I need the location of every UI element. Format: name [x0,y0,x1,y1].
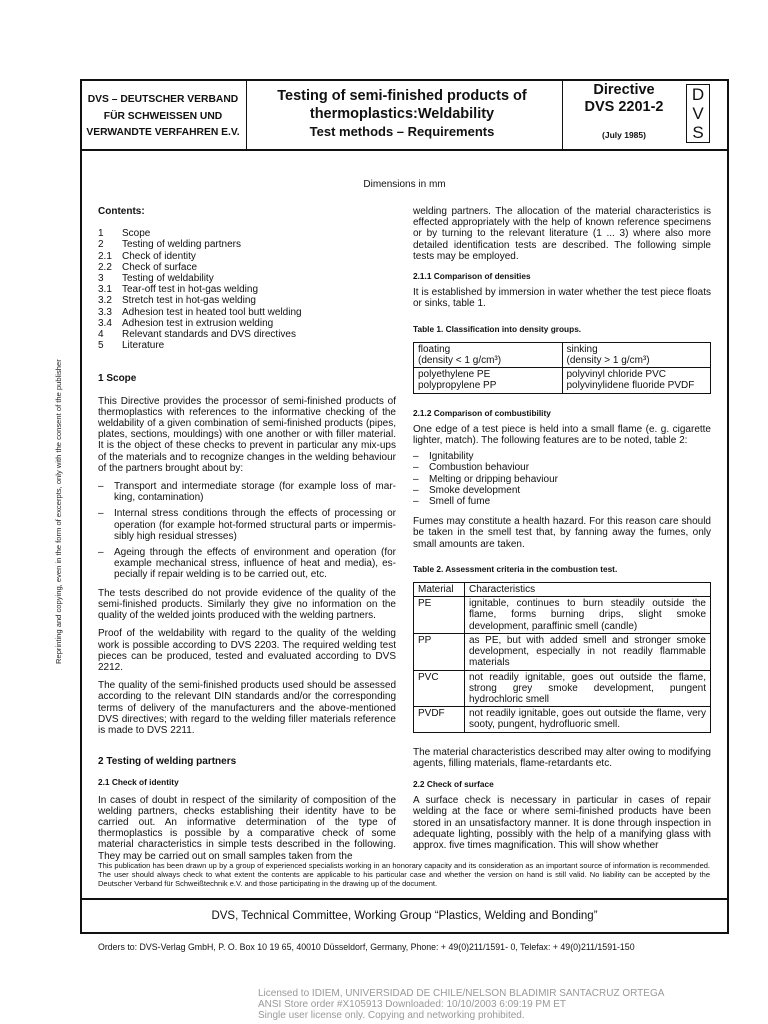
table-cell: floating (density < 1 g/cm³) [414,342,563,367]
directive-block [570,82,678,144]
table-cell: sinking (density > 1 g/cm³) [562,342,711,367]
header-separator-right [562,80,563,150]
toc-item: 3.2 Stretch test in hot-gas welding [98,295,256,307]
toc-item: 3.1 Tear-off test in hot-gas welding [98,284,259,296]
fumes-paragraph: Fumes may constitute a health hazard. For this reason care should be taken in the smell test that, by fanning away the fumes, only small amounts are taken. [413,516,711,550]
scope-paragraph: This Directive provides the processor of semi-finished products of thermoplastics with references to the informative checking of the weldability of a given combination of semi-finished products (pipes, plates, sections, mouldings) with one another or with filler material. It is the object of these checks to prevent in particular any mix-ups of the materials and to recognize changes in the welding behaviour of the partners brought about by: [98,395,396,474]
list-item: – Smell of fume [413,496,711,507]
section22-heading: 2.2 Check of surface [413,778,494,789]
identity-paragraph-continued: welding partners. The allocation of the material characteristics is effected appropriately with the help of known reference specimens or by turning to the relevant literature (1 ... 3) where also more detailed identification tests are described. The following simple tests may be employed. [413,206,711,262]
toc-item: 5 Literature [98,340,165,352]
surface-paragraph: A surface check is necessary in particular in cases of repair welding at the face or where semi-finished products have been stored in an unsatisfactory manner. It is done through inspection in adequate lighting, possibly with the help of a manifying glass with approx. five times magnification. This will show whether [413,795,711,851]
toc-item: 2.2 Check of surface [98,261,198,273]
directive-date: (July 1985) [602,130,646,140]
table-cell: polyvinyl chloride PVC polyvinylidene fluoride PVDF [562,368,711,393]
list-item: – Melting or dripping behaviour [413,474,711,485]
list-item: – Combustion behaviour [413,462,711,473]
toc-item: 3.4 Adhesion test in extrusion welding [98,317,274,329]
contents-heading: Contents: [98,206,145,217]
license-watermark: Licensed to IDIEM, UNIVERSIDAD DE CHILE/NELSON BLADIMIR SANTACRUZ ORTEGA ANSI Store order #X105913 Downloaded: 10/10/2003 6:09:19 PM ET Single user license only. Copying and networking prohibited. [258,988,665,1022]
dvs-logo: D V S [686,84,710,143]
scope-paragraph: The quality of the semi-finished products used should be assessed according to the relevant DIN standards and/or the corresponding terms of delivery of the manufacturers and the above-mentioned DVS directives; with regard to the welding filler materials reference is made to DVS 2211. [98,680,396,736]
directive-label: Directive [593,82,655,98]
toc-item: 2 Testing of welding partners [98,239,241,251]
committee-line: DVS, Technical Committee, Working Group “Plastics, Welding and Bonding” [211,910,598,922]
footer-divider [80,898,729,900]
section2-heading: 2 Testing of welding partners [98,756,237,768]
header-separator-left [246,80,247,150]
table-row: PVC not readily ignitable, goes out outside the flame, strong grey smoke development, pungent hydrochloric smell [414,670,711,707]
scope-heading: 1 Scope [98,373,137,385]
toc-item: 4 Relevant standards and DVS directives [98,329,296,341]
toc-item: 1 Scope [98,228,151,240]
table-of-contents [98,228,396,351]
alter-paragraph: The material characteristics described may alter owing to modifying agents, filling materials, flame-retardants etc. [413,746,711,769]
scope-paragraph: Proof of the weldability with regard to the quality of the welding work is possible according to DVS 2203. The required welding test pieces can be produced, tested and evaluated according to DVS 2212. [98,628,396,673]
table-header-cell: Characteristics [465,583,711,597]
section211-heading: 2.1.1 Comparison of densities [413,271,531,282]
table-row: PP as PE, but with added smell and stronger smoke development, especially in not readily flammable materials [414,633,711,670]
section21-heading: 2.1 Check of identity [98,777,179,788]
section21-paragraph: In cases of doubt in respect of the similarity of composition of the welding partners, checks establishing their identity have to be carried out. An informative determination of the type of thermoplastics is possible by a comparative check of some material characteristics in simple tests described in the following. They may be carried out on small samples taken from the [98,794,396,862]
scope-bullet-list [98,481,396,581]
list-item: – Internal stress conditions through the effects of processing or operation (for example hot-formed structural parts or impermis-sibly high residual stresses) [98,508,396,542]
document-title: Testing of semi-finished products of thermoplastics:Weldability Test methods – Requirements [277,88,527,139]
table-row: PE ignitable, continues to burn steadily outside the flame, forms burning drips, slight smoke development, paraffinic smell (candle) [414,597,711,634]
directive-number: DVS 2201-2 [584,99,664,115]
toc-item: 2.1 Check of identity [98,250,196,262]
list-item: – Ignitability [413,451,711,462]
side-copyright-note: Reprinting and copying, even in the form of excerpts, only with the consent of the publisher [54,359,63,664]
toc-item: 3.3 Adhesion test in heated tool butt welding [98,306,302,318]
orders-line: Orders to: DVS-Verlag GmbH, P. O. Box 10 19 65, 40010 Düsseldorf, Germany, Phone: + 49(0)211/1591- 0, Telefax: + 49(0)211/1591-150 [98,942,635,952]
scope-paragraph: The tests described do not provide evidence of the quality of the semi-finished products. Similarly they give no information on the quality of the welded joints produced with the welding partners. [98,587,396,622]
left-column [98,206,396,869]
section212-heading: 2.1.2 Comparison of combustibility [413,407,551,418]
list-item: – Ageing through the effects of environment and operation (for example mechanical stress, influence of heat and media), es-pecially if repair welding is to be carried out, etc. [98,547,396,581]
disclaimer-note: This publication has been drawn up by a group of experienced specialists working in an honorary capacity and its consideration as an important source of information is recommended. The user should always check to what extent the contents are applicable to his particular case and whether the version on hand is still valid. No liability can be accepted by the Deutscher Verband für Schweißtechnik e.V. and those participating in the drawing up of the document. [98,861,710,888]
toc-item: 3 Testing of weldability [98,273,214,285]
list-item: – Transport and intermediate storage (for example loss of mar-king, contamination) [98,481,396,503]
table2-caption: Table 2. Assessment criteria in the combustion test. [413,563,618,574]
header-divider [80,149,729,151]
list-item: – Smoke development [413,485,711,496]
table-row: PVDF not readily ignitable, goes out outside the flame, very sooty, pungent, hydrofluoric smell. [414,707,711,732]
dimensions-note: Dimensions in mm [363,179,446,190]
combustion-table [413,582,711,732]
features-list [413,451,711,507]
densities-paragraph: It is established by immersion in water whether the test piece floats or sinks, table 1. [413,287,711,310]
table1-caption: Table 1. Classification into density groups. [413,323,582,334]
organization-name: DVS – DEUTSCHER VERBAND FÜR SCHWEISSEN UND VERWANDTE VERFAHREN E.V. [86,94,240,138]
combustibility-paragraph: One edge of a test piece is held into a small flame (e. g. cigarette lighter, match). The following features are to be noted, table 2: [413,423,711,447]
density-table [413,342,711,394]
table-cell: polyethylene PE polypropylene PP [414,368,563,393]
table-header-cell: Material [414,583,465,597]
right-column [413,206,711,858]
